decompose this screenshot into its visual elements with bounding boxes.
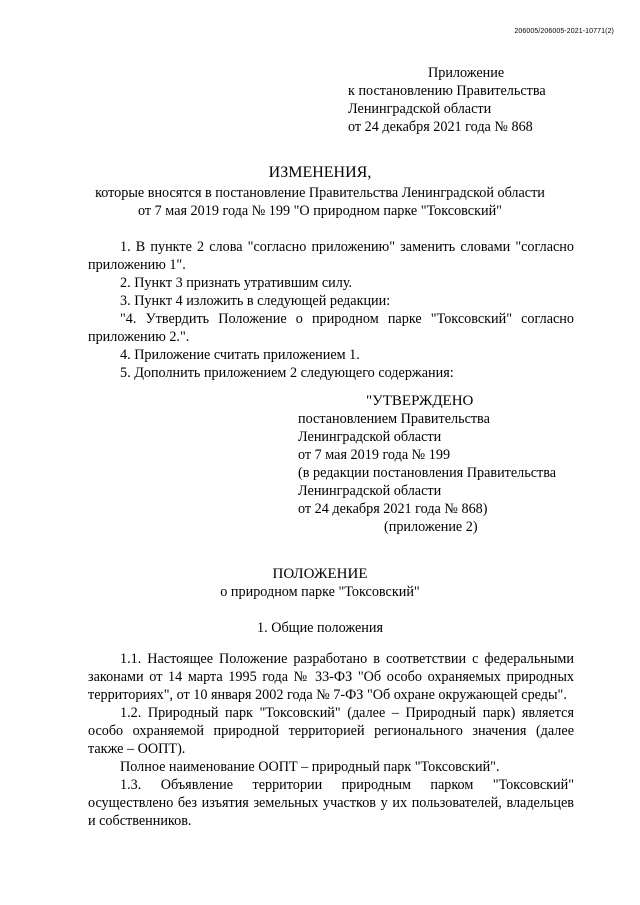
section-heading: 1. Общие положения (257, 620, 383, 636)
paragraph: Полное наименование ООПТ – природный парк "Токсовский". (120, 759, 500, 775)
paragraph: 1.1. Настоящее Положение разработано в соответствии с федеральными законами от 14 марта 1995 года № 33-ФЗ "Об особо охраняемых природных территориях", от 10 января 2002 года № 7-ФЗ "Об охране окружающей среды". (88, 651, 574, 703)
changes-subtitle (60, 184, 580, 220)
subtitle-line: от 7 мая 2019 года № 199 "О природном парке "Токсовский" (138, 203, 502, 219)
approval-line: Ленинградской области (298, 429, 442, 445)
annex-line: Ленинградской области (348, 101, 492, 117)
annex-block (348, 64, 608, 136)
annex-line: от 24 декабря 2021 года № 868 (348, 119, 533, 135)
subtitle-line: которые вносятся в постановление Правительства Ленинградской области (95, 185, 545, 201)
regulation-subtitle: о природном парке "Токсовский" (220, 584, 420, 600)
approval-tail: (приложение 2) (384, 519, 478, 535)
amendment-item: 3. Пункт 4 изложить в следующей редакции: (120, 293, 391, 309)
approval-line: постановлением Правительства (298, 411, 490, 427)
general-provisions (88, 650, 574, 830)
annex-line: Приложение (428, 65, 505, 81)
amendment-item: 4. Приложение считать приложением 1. (120, 347, 360, 363)
approval-line: Ленинградской области (298, 483, 442, 499)
document-id: 206005/206005-2021-10771(2) (514, 28, 614, 35)
regulation-title: ПОЛОЖЕНИЕ (272, 566, 368, 582)
amendment-item: 2. Пункт 3 признать утратившим силу. (120, 275, 353, 291)
amendment-item: "4. Утвердить Положение о природном парке "Токсовский" согласно приложению 2.". (88, 311, 574, 345)
approval-heading: "УТВЕРЖДЕНО (366, 393, 474, 409)
approval-line: (в редакции постановления Правительства (298, 465, 557, 481)
approval-line: от 24 декабря 2021 года № 868) (298, 501, 488, 517)
changes-heading: ИЗМЕНЕНИЯ, (268, 164, 372, 181)
annex-line: к постановлению Правительства (348, 83, 546, 99)
amendment-list (88, 238, 574, 382)
amendment-item: 5. Дополнить приложением 2 следующего содержания: (120, 365, 454, 381)
approval-line: от 7 мая 2019 года № 199 (298, 447, 451, 463)
paragraph: 1.3. Объявление территории природным парком "Токсовский" осуществлено без изъятия земельных участков у их пользователей, владельцев и собственников. (88, 777, 574, 829)
amendment-item: 1. В пункте 2 слова "согласно приложению" заменить словами "согласно приложению 1". (88, 239, 574, 273)
paragraph: 1.2. Природный парк "Токсовский" (далее – Природный парк) является особо охраняемой природной территорией регионального значения (далее также – ООПТ). (88, 705, 574, 757)
approval-block (298, 392, 598, 536)
